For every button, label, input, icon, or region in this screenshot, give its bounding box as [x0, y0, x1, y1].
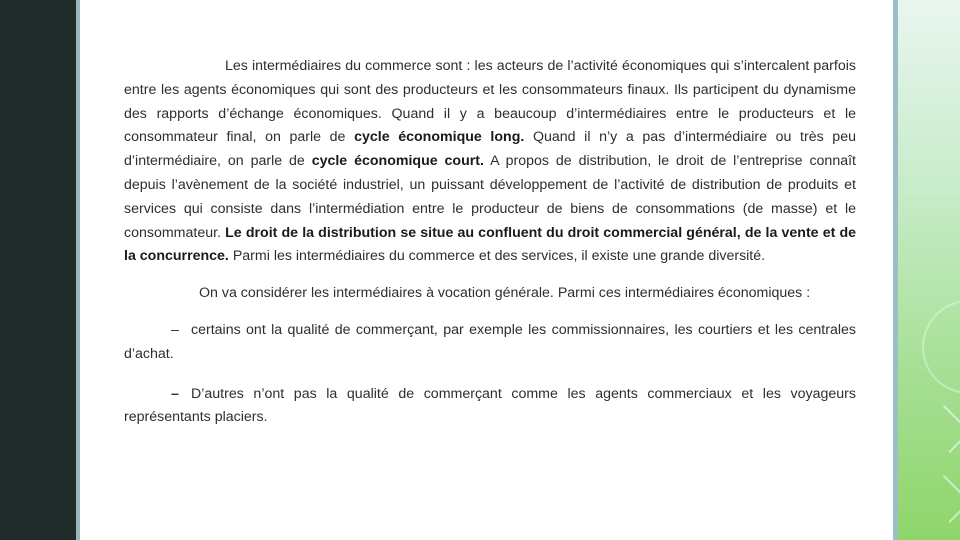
list-item: [124, 319, 856, 367]
bold-statement: Le droit de la distribution se situe au confluent du droit commercial général, de la vente et de la concurrence.: [124, 224, 857, 265]
decorative-circle: [922, 300, 960, 394]
dash-bullet: –: [171, 385, 179, 402]
chevron-decoration: [923, 405, 960, 453]
paragraph-intermediaries: [124, 55, 856, 269]
dash-bullet: –: [171, 321, 179, 338]
right-decorative-band: [898, 0, 960, 540]
left-decorative-band: [0, 0, 76, 540]
paragraph-text: A propos de distribution, le droit de l’entreprise connaît depuis l’avènement de la société industriel, un puissant développement de l’activité de distribution de produits et services qui consiste dans l’intermédiation entre le producteur de biens de consommations (de masse) et le consommateur.: [124, 153, 856, 241]
bold-term: cycle économique court.: [311, 153, 484, 170]
bold-term: cycle économique long.: [354, 129, 525, 146]
paragraph-text: Quand il n’y a pas d’intermédiaire ou très peu d’intermédiaire, on parle de: [124, 129, 856, 170]
list-item: [124, 383, 856, 431]
paragraph-text: Les intermédiaires du commerce sont : les acteurs de l’activité économiques qui s’intercalent parfois entre les agents économiques qui sont des producteurs et les consommateurs finaux. Ils participent du dynamisme des rapports d’échange économiques. Quand il y a beaucoup d’intermédiaires entre le producteurs et le consommateur final, on parle de: [124, 58, 856, 146]
paragraph-general-intermediaries: On va considérer les intermédiaires à vocation générale. Parmi ces intermédiaires économiques :: [199, 285, 811, 302]
list-item-text: certains ont la qualité de commerçant, par exemple les commissionnaires, les courtiers et les centrales d’achat.: [124, 321, 856, 362]
document-body: [124, 55, 856, 430]
chevron-decoration: [923, 475, 960, 523]
list-item-text: D’autres n’ont pas la qualité de commerçant comme les agents commerciaux et les voyageurs représentants placiers.: [124, 385, 856, 426]
left-border-stripe: [76, 0, 80, 540]
paragraph-text: Parmi les intermédiaires du commerce et des services, il existe une grande diversité.: [228, 248, 766, 265]
